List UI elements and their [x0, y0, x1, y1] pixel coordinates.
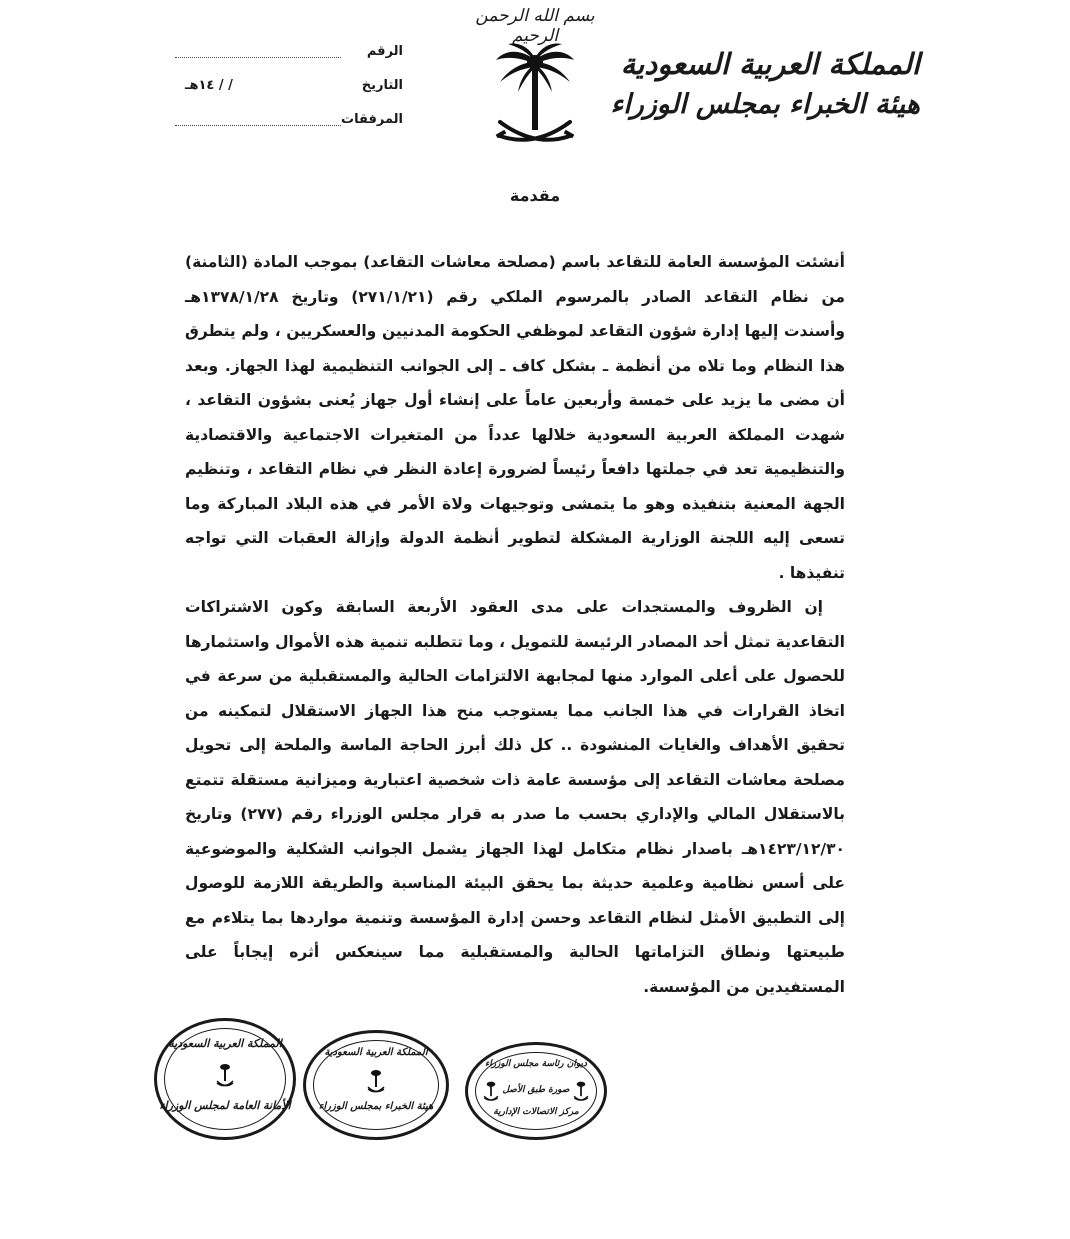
document-body: [185, 245, 845, 1004]
palm-swords-icon: [366, 1067, 386, 1095]
date-value: / / ١٤هـ: [185, 78, 233, 93]
letterhead-authority: [600, 44, 920, 124]
document-title: مقدمة: [509, 186, 561, 205]
paragraph: أنشئت المؤسسة العامة للتقاعد باسم (مصلحة معاشات التقاعد) بموجب المادة (الثامنة) من نظام التقاعد الصادر بالمرسوم الملكي رقم (٢٧١/١/٢١) وتاريخ ١٣٧٨/١/٢٨هـ وأسندت إليها إدارة شؤون التقاعد لموظفي الحكومة المدنيين والعسكريين ، ولم يتطرق هذا النظام وما تلاه من أنظمة ـ بشكل كاف ـ إلى الجوانب التنظيمية لهذا الجهاز. وبعد أن مضى ما يزيد على خمسة وأربعين عاماً على إنشاء أول جهاز يُعنى بشؤون التقاعد ، شهدت المملكة العربية السعودية خلالها عدداً من المتغيرات الاجتماعية والاقتصادية والتنظيمية تعد في جملتها دافعاً رئيساً لضرورة إعادة النظر في نظام التقاعد ، وتنظيم الجهة المعنية بتنفيذه وهو ما يتمشى وتوجيهات ولاة الأمر في هذه البلاد المباركة وما تسعى إليه اللجنة الوزارية المشكلة لتطوير أنظمة الدولة وإزالة العقبات التي تواجه تنفيذها .: [185, 253, 845, 582]
kingdom-name: المملكة العربية السعودية: [620, 47, 920, 81]
attachments-label: المرفقات: [341, 112, 403, 127]
number-row: [175, 44, 403, 78]
seal-bottom-text: هيئة الخبراء بمجلس الوزراء: [318, 1101, 434, 1112]
number-label: الرقم: [366, 44, 403, 59]
letterhead-meta: [175, 44, 403, 146]
basmala: بسم الله الرحمن الرحيم: [475, 6, 595, 46]
seal-top-text: المملكة العربية السعودية: [324, 1047, 428, 1058]
seal-middle-text: صورة طبق الأصل: [502, 1085, 570, 1095]
authority-name: هيئة الخبراء بمجلس الوزراء: [610, 89, 920, 120]
attachments-line: [175, 125, 341, 126]
seal-cabinet-diwan: [465, 1042, 607, 1140]
date-row: [175, 78, 403, 112]
paragraph: إن الظروف والمستجدات على مدى العقود الأربعة السابقة وكون الاشتراكات التقاعدية تمثل أحد المصادر الرئيسة للتمويل ، وما تتطلبه تنمية هذه الأموال واستثمارها للحصول على أعلى الموارد منها لمجابهة الالتزامات الحالية والمستقبلية من سرعة في اتخاذ القرارات في هذا الجانب مما يستوجب منح هذا الجهاز الاستقلال لتمكينه من تحقيق الأهداف والغايات المنشودة .. كل ذلك أبرز الحاجة الماسة والملحة إلى تحويل مصلحة معاشات التقاعد إلى مؤسسة عامة ذات شخصية اعتبارية وميزانية مستقلة تتمتع بالاستقلال المالي والإداري بحسب ما صدر به قرار مجلس الوزراء رقم (٢٧٧) وتاريخ ١٤٢٣/١٢/٣٠هـ باصدار نظام متكامل لهذا الجهاز يشمل الجوانب الشكلية والموضوعية على أسس نظامية وعلمية حديثة بما يحقق البيئة المناسبة والطريقة اللازمة للوصول إلى التطبيق الأمثل لنظام التقاعد وحسن إدارة المؤسسة وتنمية مواردها بما يتلاءم مع طبيعتها ونطاق التزاماتها الحالية والمستقبلية مما سينعكس أثره إيجاباً على المستفيدين من المؤسسة.: [185, 598, 845, 996]
seal-top-text: ديوان رئاسة مجلس الوزراء: [484, 1059, 588, 1069]
saudi-emblem-icon: [490, 40, 580, 160]
seal-bottom-text: مركز الاتصالات الإدارية: [493, 1107, 579, 1117]
number-line: [175, 57, 341, 58]
seal-top-text: المملكة العربية السعودية: [168, 1037, 282, 1050]
date-label: التاريخ: [361, 78, 403, 93]
palm-swords-icon: [215, 1061, 235, 1089]
seal-general-secretariat: [154, 1018, 296, 1140]
seal-experts-commission: [303, 1030, 449, 1140]
seal-bottom-text: الأمانة العامة لمجلس الوزراء: [159, 1099, 291, 1112]
attachments-row: [175, 112, 403, 146]
